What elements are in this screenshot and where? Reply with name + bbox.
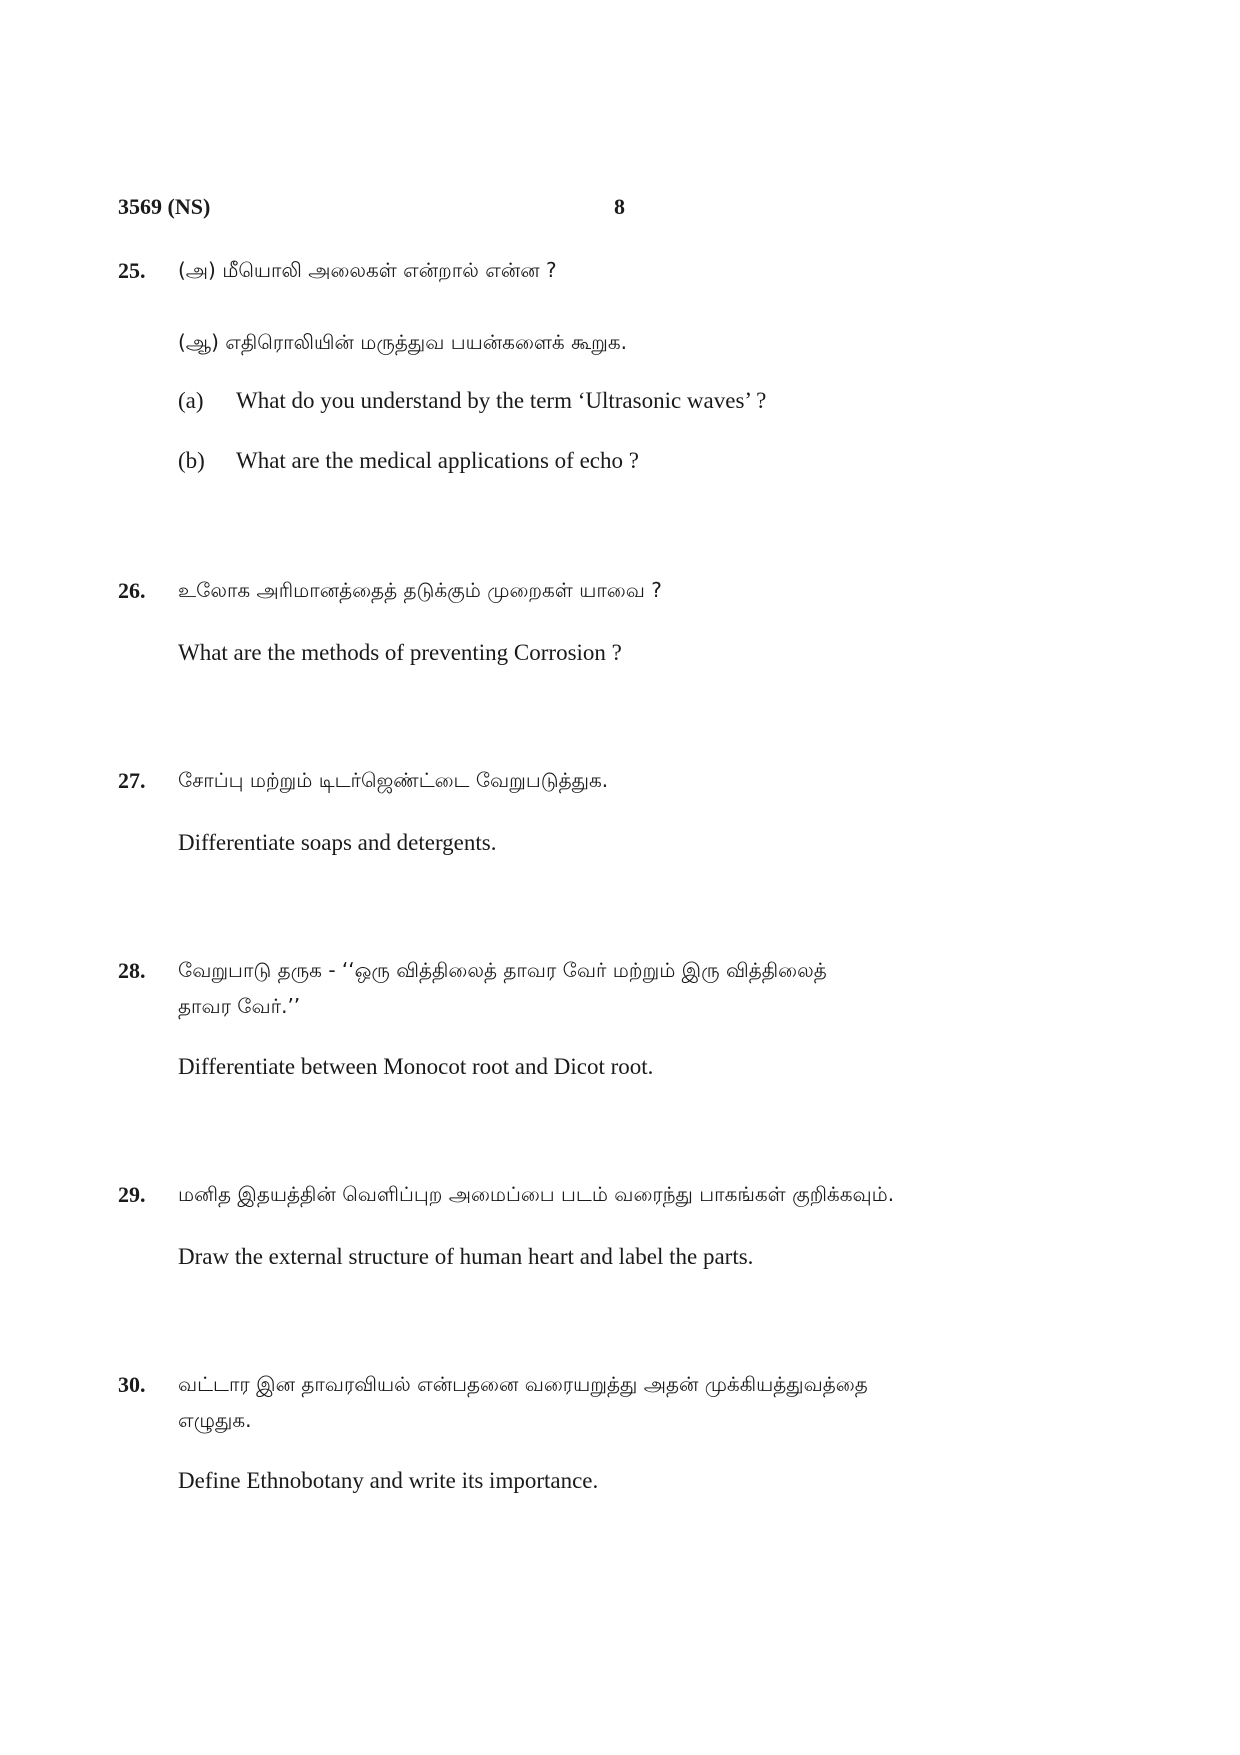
page-header (118, 194, 1128, 224)
question-tamil: சோப்பு மற்றும் டிடர்ஜெண்ட்டை வேறுபடுத்துக. (178, 768, 609, 792)
paper-code: 3569 (NS) (118, 194, 211, 219)
question-tamil-line2: எழுதுக. (178, 1408, 252, 1432)
question-number: 26. (118, 578, 146, 603)
page-number: 8 (614, 194, 625, 219)
question-number: 27. (118, 768, 146, 793)
question-english: Define Ethnobotany and write its importance. (178, 1468, 599, 1493)
question-english: Differentiate between Monocot root and Dicot root. (178, 1054, 654, 1079)
question-number: 25. (118, 258, 146, 283)
question-number: 29. (118, 1182, 146, 1207)
question-tamil-line1: வேறுபாடு தருக - ‘‘ஒரு வித்திலைத் தாவர வேர் மற்றும் இரு வித்திலைத் (178, 958, 827, 982)
question-english-b: What are the medical applications of echo ? (236, 448, 639, 473)
question-english: Differentiate soaps and detergents. (178, 830, 497, 855)
sub-label-b: (b) (178, 448, 205, 473)
question-number: 28. (118, 958, 146, 983)
sub-label-a: (a) (178, 388, 204, 413)
question-english-a: What do you understand by the term ‘Ultrasonic waves’ ? (236, 388, 767, 413)
question-tamil: மனித இதயத்தின் வெளிப்புற அமைப்பை படம் வரைந்து பாகங்கள் குறிக்கவும். (178, 1182, 895, 1206)
question-tamil: உலோக அரிமானத்தைத் தடுக்கும் முறைகள் யாவை ? (178, 578, 662, 602)
question-tamil-line1: வட்டார இன தாவரவியல் என்பதனை வரையறுத்து அதன் முக்கியத்துவத்தை (178, 1372, 868, 1396)
question-english: What are the methods of preventing Corrosion ? (178, 640, 622, 665)
question-english: Draw the external structure of human heart and label the parts. (178, 1244, 754, 1269)
question-tamil-a: (அ) மீயொலி அலைகள் என்றால் என்ன ? (178, 258, 557, 282)
question-number: 30. (118, 1372, 146, 1397)
question-tamil-line2: தாவர வேர்.’’ (178, 994, 301, 1018)
question-tamil-b: (ஆ) எதிரொலியின் மருத்துவ பயன்களைக் கூறுக. (178, 330, 628, 354)
